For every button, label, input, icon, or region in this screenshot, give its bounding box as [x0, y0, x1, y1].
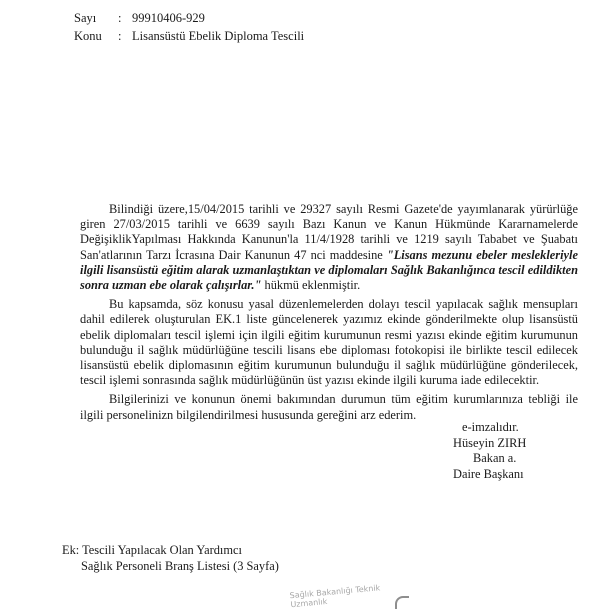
signer-name: Hüseyin ZIRH: [453, 435, 527, 450]
annex-line-1: Ek: Tescili Yapılacak Olan Yardımcı: [62, 543, 242, 557]
paragraph-1-text: Bilindiği üzere,15/04/2015 tarihli ve 29327 sayılı Resmi Gazete'de yayımlanarak yürürlüğe giren 27/03/2015 tarihli ve 6639 sayılı Bazı Kanun ve Kanun Hükmünde Kararnamelerde DeğişiklikYapılması Hakkında Kanunun'la 11/4/1928 tarihli ve 1219 sayılı Tababet ve Şuabatı San'atlarının Tarzı İcrasına Dair Kanunun 47 nci maddesine: [80, 202, 578, 262]
konu-separator: :: [118, 29, 122, 43]
signer-capacity: Bakan a.: [473, 451, 517, 466]
annex-block: [62, 543, 279, 574]
sayi-value: 99910406-929: [132, 11, 205, 25]
konu-row: [74, 29, 304, 44]
konu-label: Konu: [74, 29, 102, 43]
konu-value: Lisansüstü Ebelik Diploma Tescili: [132, 29, 305, 43]
sayi-row: [74, 11, 205, 26]
sayi-separator: :: [118, 11, 122, 25]
signer-title: Daire Başkanı: [453, 466, 524, 481]
signature-block: [453, 420, 526, 482]
faded-stamp: Sağlık Bakanlığı Teknik Uzmanlık: [289, 583, 381, 610]
paragraph-1-end: hükmü eklenmiştir.: [261, 278, 361, 293]
paragraph-1-quote: "Lisans mezunu ebeler meslekleriyle ilgili lisansüstü eğitim alarak uzmanlaştıktan ve diplomaları Sağlık Bakanlığınca tescil edildikten sonra uzman ebe olarak çalışırlar.": [80, 247, 578, 293]
paragraph-3: Bilgilerinizi ve konunun önemi bakımından durumun tüm eğitim kurumlarınıza tebliği ile ilgili personelinizn bilgilendirilmesi hususunda gereğini arz ederim.: [80, 392, 578, 422]
letter-body: [80, 202, 578, 427]
stamp-mark-icon: [395, 596, 409, 609]
e-signature-note: e-imzalıdır.: [462, 420, 519, 434]
sayi-label: Sayı: [74, 11, 97, 25]
paragraph-2: Bu kapsamda, söz konusu yasal düzenlemelerden dolayı tescil yapılacak sağlık mensupları dahil edilerek oluşturulan EK.1 liste güncelenerek yazımız ekinde gönderilmekte olup lisansüstü ebelik diplomaları tescil işlemi için ilgili eğitim kurumunun resmi yazısı ekinde eğitim kurumunun bulunduğu il sağlık müdürlüğüne tescili lisans ebe diploması fotokopisi ile birlikte tescil edilecek lisansüstü ebelik diplomasının eğitim kurumunun bulunduğu il sağlık müdürlüğüne gönderilecek, tescil işlemi sonrasında sağlık müdürlüğünün üst yazısı ekinde ilgili kuruma iade edilecektir.: [80, 297, 578, 388]
annex-line-2: Sağlık Personeli Branş Listesi (3 Sayfa): [81, 558, 279, 573]
paragraph-1: [80, 202, 578, 293]
